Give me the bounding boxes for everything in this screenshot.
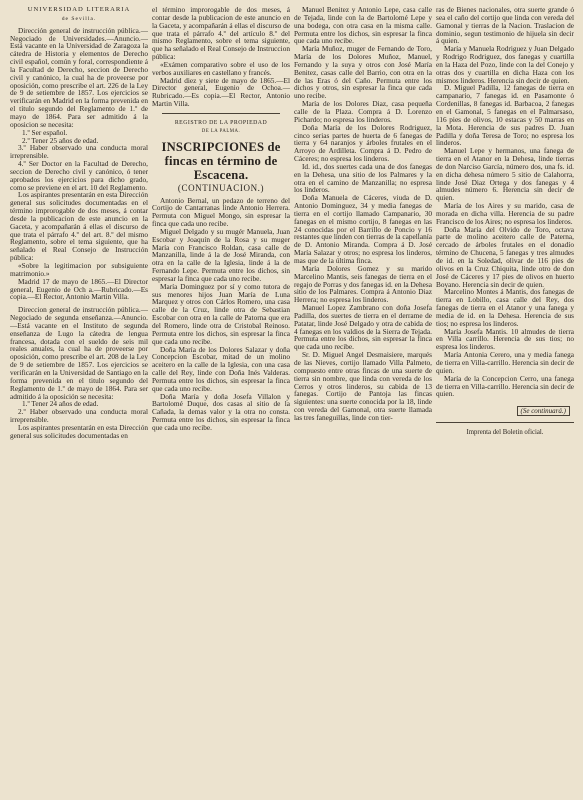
entry-paragraph: María Antonia Cerero, una y media fanega de tierra en Villa-carrillo. Herencia sin decir de quien.: [436, 350, 574, 375]
requirement-item: 4.º Ser Doctor en la Facultad de Derecho, seccion de Derecho civil y canónico, ó tener aprobados los ejercicios para dicho grado, como se previene en el art. 10 del Reglamento.: [10, 159, 148, 192]
entry-paragraph: Id. id., dos suertes cada una de dos fanegas en la Dehesa, una sitio de los Palmares y la otra en el camino de Manzanilla; no espresa los linderos.: [294, 161, 432, 195]
entry-paragraph: María Muñoz, muger de Fernando de Toro, María de los Dolores Muñoz, Manuel, Fernando y la suya y otros con José María Benitez, casas calle del Barrio, con otra en la de las Eras ó del Caño. Permuta entre los dichos y otros, sin espresar la finca que cada uno recibe.: [294, 44, 432, 101]
announcement-paragraph: Los aspirantes presentarán en esta Dirección general sus solicitudes documentadas en: [10, 422, 148, 440]
requirement-item: 1.º Ser español.: [22, 127, 68, 137]
announcement-signature: Madrid 17 de mayo de 1865.—El Director general, Eugenio de Och a.—Rubricado.—Es copia.—El Rector, Antonio Martin Villa.: [10, 276, 148, 302]
to-be-continued-label: (Se continuará.): [517, 406, 571, 416]
column-2: [152, 6, 290, 796]
printer-imprint: Imprenta del Boletin oficial.: [436, 422, 574, 437]
announcement-paragraph: Direccion general de instrucción pública.—Negociado de segunda enseñanza.—Anuncio.—Está vacante en el Instituto de segunda enseñanza de Lugo la cátedra de lengua francesa, dotada con el sueldo de seis mil reales anuales, la cual ha de proveerse por oposición, como prescribe el art. 208 de la Ley de 9 de setiembre de 1857. Los ejercicios se verificarán en la Universidad de Santiago en la forma prevenida en el titulo segundo del Reglamento de 1.º de mayo de 1864. Para ser admitido á la oposición se necesita:: [10, 305, 148, 401]
entry-paragraph: Manuel Benitez y Antonio Lepe, casa calle de Tejada, linde con la de Bartolomé Lepe y una bodega, con otra casa en la misma calle. Permuta entre los dichos, sin espresar la finca que cada uno recibe.: [294, 6, 432, 46]
entry-paragraph: Doña María del Olvido de Toro, octava parte de molino aceitero calle de Paterna, cercado de árboles frutales en el donadío término de Chucena, 5 fanegas y tres almudes de id. en la Soledad, olivar de 116 pies de olivos en la Cruz Chiquita, linde otro de don José de Cáceres y 17 pies de olivos en huerto Boyano. Herencia sin decir de quien.: [436, 224, 574, 289]
registry-subcaption: DE LA PALMA.: [201, 128, 241, 134]
requirement-item: 2.º Haber observado una conducta moral irreprensible.: [10, 407, 148, 425]
university-subheader: de Sevilla.: [61, 15, 97, 22]
university-header: UNIVERSIDAD LITERARIA: [27, 6, 131, 13]
entry-paragraph: ras de Bienes nacionales, otra suerte grande ó sea el caño del cortijo que linda con vereda del Gamonal y tierras de la Nacion. Traslacion de dominio, segun testimonio de hijuela sin decir á quien.: [436, 6, 574, 46]
entry-paragraph: Doña María y doña Josefa Villalon y Bartolomé Duque, dos casas al sitio de la Cañada, la demas valor y la otra no consta. Permuta entre los dichos, sin espresar la finca que cada uno recibe.: [152, 391, 290, 432]
divider: [162, 113, 280, 114]
entry-paragraph: María de la Concepcion Cerro, una fanega de tierra en Villa-carrillo. Herencia sin decir de quien.: [436, 373, 574, 399]
entry-paragraph: María de los Dolores Diaz, casa pequeña calle de la Plaza. Compra á D. Lorenzo Pichardo; no espresa los linderos.: [294, 99, 432, 124]
entry-paragraph: María Dominguez por sí y como tutora de sus menores hijos Juan María de Luna Marquez y otros con Cárlos Romero, una casa calle de la Cruz, linde otra de Sebastian Escobar con otra en la calle de Patorna que era del Romero, linde otra de Cristobal Reinoso. Permuta entre los dichos, sin espresar la finca que cada uno recibe.: [152, 281, 290, 346]
requirement-item: 3.º Haber observado una conducta moral irreprensible.: [10, 143, 148, 161]
entry-paragraph: Miguel Delgado y su mugér Manuela, Juan Escobar y Joaquín de la Rosa y su muger María con Francisco Roldan, casa calle de Manzanilla, linde á la de José Miranda, con otra en la calle de la Iglesia, linde á la de Fernando Lepe. Permuta entre los dichos, sin espresar la finca que cada uno recibe.: [152, 226, 290, 283]
announcement-theme: «Exámen comparativo sobre el uso de los verbos auxiliares en castellano y francés.: [152, 59, 290, 77]
registry-caption: REGISTRO DE LA PROPIEDAD: [174, 119, 268, 126]
announcement-signature: Madrid diez y siete de mayo de 1865.—El Director general, Eugenio de Ochoa.—Rubricado.—Es copia.—El Rector, Antonio Martin Villa.: [152, 75, 290, 109]
entry-paragraph: Antonio Bernal, un pedazo de terreno del Cortijo de Cantarranas linde Antonio Herrera. Permuta con Miguel Mongo, sin espresar la finca que cada uno recibe.: [152, 195, 290, 229]
entry-paragraph: Marcelino Montes á Mantis, dos fanegas de tierra en Lobillo, casa calle del Rey, dos fanegas de tierra en el Atanor y una fanega y media de id. en la Dehesa. Herencia de sus tios; no espresa los linderos.: [436, 287, 574, 328]
announcement-paragraph: Dirección general de instrucción pública.—Negociado de Universidades.—Anuncio.—Está vacante en la Universidad de Zaragoza la cátedra de Historia y elementos de Derecho civil español, común y foral, correspondiente á la Facultad de Derecho, seccion de Derecho civil y canónico, la cual ha de proveerse por oposición, como prescribe el art. 226 de la Ley de 9 de setiembre de 1857. Los ejercicios se verificarán en Madrid en la forma prevenida en el título segundo del Reglamento de 1.º de mayo de 1864. Para ser admitido á la oposicion se necesita:: [10, 25, 148, 129]
entry-paragraph: D. Miguel Padilla, 12 fanegas de tierra en campanario, 7 fanegas id. en Pasamonte ó Cordenillas, 8 fanegas id. Barbacoa, 2 fanegas en el Gamonal, 5 fanegas en el Palmarsaso, 116 pies de olivos, 10 estacas y 50 marras en la Mota. Herencia de sus padres D. Juan Padilla y doña Teresa de Toro; no espresa los linderos.: [436, 83, 574, 148]
column-1: [10, 6, 148, 796]
announcement-paragraph: Los aspirantes presentarán en esta Dirección general sus solicitudes documentadas en el término improrogable de dos meses, á contar desde la publicacion de este anuncio en la Gaceta, y acompañarán á ellas el discurso de que trata el párrafo 4.º del art. 8.º del mismo Reglamento, sobre el tema siguiente, que ha señalado el Real Consejo de Instrucción pública:: [10, 190, 148, 263]
entry-paragraph: María y Manuela Rodriguez y Juan Delgado y Rodrigo Rodriguez, dos fanegas y cuartilla en la Haza del Pozo, linde con la del Conejo y otras dos y cuartilla en dicha Haza con los mismos linderos. Herencia sin decir de quien.: [436, 44, 574, 85]
requirement-item: 2.º Tener 25 años de edad.: [22, 135, 99, 145]
announcement-paragraph: el término improrogable de dos meses, á contar desde la publicacion de este anuncio en la Gaceta, y acompañarán á ellas el discurso de que trata el párrafo 4.º del artículo 8.º del mismo Reglamento, sobre el tema siguiente, que ha señalado el Real Consejo de Instruccion pública:: [152, 6, 290, 62]
continuation-label: (CONTINUACION.): [177, 182, 265, 193]
entry-paragraph: Manuel Lopez Zambrano con doña Josefa Padilla, dos suertes de tierra en el derrame de Patatar, linde José Delgado y otra de cabida de 4 fanegas en los valdios de la Sierra de Tejada. Permuta entre los dichos, sin espresar la finca que cada uno recibe.: [294, 303, 432, 352]
entry-paragraph: Doña Manuela de Cáceres, viuda de D. Antonio Dominguez, 34 y media fanegas de tierra en el cortijo llamado Campanario, 30 fanegas en el mismo cortijo, 8 fanegas en las 24 conocidas por el Barrillo de Poncio y 16 restantes que linden con tierras de la capellanía de D. Antonio Miranda. Compra á D. José María Salazar y otros; no espresa los linderos, mas que de la última finca.: [294, 193, 432, 265]
to-be-continued: [436, 408, 574, 416]
requirement-item: 1.º Tener 24 años de edad.: [22, 399, 99, 409]
entry-paragraph: Doña María de los Dolores Rodriguez, cinco serias partes de huerta de 6 fanegas de tierra y 64 naranjos y árboles frutales en el Arroyo de Ardilleta. Compra á D. Pedro de Cáceres; no espresa los linderos.: [294, 122, 432, 164]
entry-paragraph: María Josefa Mantis. 10 almudes de tierra en Villa carrillo. Herencia de sus tios; no espresa los linderos.: [436, 326, 574, 352]
entry-paragraph: Manuel Lepe y hermanos, una fanega de tierra en el Atanor en la Dehesa, linde tierras de don Narciso García, número dos, una fs. id. en dicha dehesa número 5 sitio de Calahorra, linde José Diaz Ortega y dos fanegas y 4 almudes número 6. Herencia sin decir de quien.: [436, 146, 574, 203]
entry-paragraph: Doña María de los Dolores Salazar y doña Concepcion Escobar, mitad de un molino aceitero en la calle de la Iglesia, con una casa calle del Rey, linde con Doña Inés Valderas. Permuta entre los dichos, sin espresar la finca que cada uno recibe.: [152, 344, 290, 393]
column-4: [436, 6, 574, 796]
entry-paragraph: María Dolores Gomez y su marido Marcelino Mantis, seis fanegas de tierra en el regajo de Porras y dos fanegas id. en la Dehesa sitio de los Palmares. Compra á Antonio Diaz Herrera; no espresa los linderos.: [294, 263, 432, 305]
column-3: [294, 6, 432, 796]
section-title: INSCRIPCIONES de fincas en término de Escacena.: [161, 139, 281, 182]
entry-paragraph: Sr. D. Miguel Angel Desmaisiere, marqués de las Nieves, cortijo llamado Villa Palmeto, compuesto entre otras fincas de una suerte de tierra sin nombre, que linda con vereda de los Cerros y otros linderos, su cabida de 13 fanegas. Cortijo de Pantoja las fincas siguientes: una suerte conocida por la 18, linde con vereda del Gamonal, otra suerte llamada las tres faneguillas, linde con tier-: [294, 350, 432, 422]
entry-paragraph: María de los Aires y su marido, casa de morada en dicha villa. Herencia de su padre Francisco de los Aires; no espresa los linderos.: [436, 201, 574, 226]
announcement-theme: «Sobre la legitimacion por subsiguiente matrimonio.»: [10, 261, 148, 278]
